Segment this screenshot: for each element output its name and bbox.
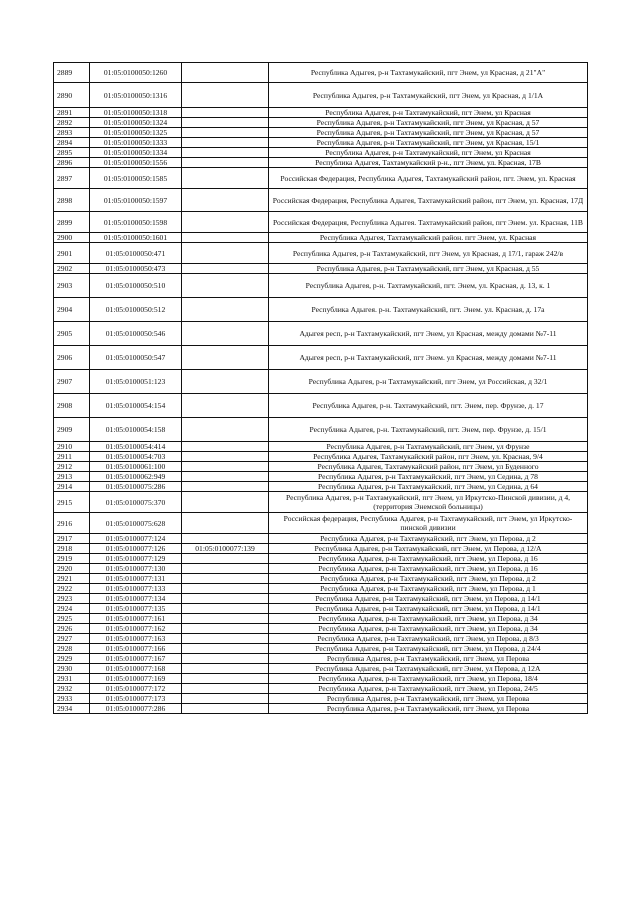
table-row: [54, 63, 588, 83]
table-row: [54, 624, 588, 634]
address-cell: Республика Адыгея, р-н Тахтамукайский, пгт Энем, ул Красная, д 21"А": [269, 63, 588, 83]
row-number-cell: 2931: [54, 674, 90, 684]
cadastral-number-cell: 01:05:0100050:1316: [90, 83, 182, 108]
row-number-cell: 2906: [54, 346, 90, 370]
linked-cadastral-number-cell: [182, 654, 269, 664]
cadastral-number-cell: 01:05:0100077:168: [90, 664, 182, 674]
row-number-cell: 2908: [54, 394, 90, 418]
row-number-cell: 2922: [54, 584, 90, 594]
address-cell: Республика Адыгея, р-н Тахтамукайский, пгт Энем, ул Перова, д 2: [269, 534, 588, 544]
table-row: [54, 472, 588, 482]
registry-rows: [54, 63, 588, 714]
address-cell: Республика Адыгея, р-н Тахтамукайский, пгт Энем, ул Перова, д 1: [269, 584, 588, 594]
row-number-cell: 2903: [54, 274, 90, 298]
linked-cadastral-number-cell: [182, 370, 269, 394]
table-row: [54, 684, 588, 694]
address-cell: Республика Адыгея, р-н. Тахтамукайский, пгт. Энем, ул. Красная, д. 13, к. 1: [269, 274, 588, 298]
linked-cadastral-number-cell: [182, 158, 269, 168]
address-cell: Республика Адыгея, р-н Тахтамукайский, пгт Энем, ул Перова, д 16: [269, 564, 588, 574]
cadastral-number-cell: 01:05:0100077:129: [90, 554, 182, 564]
row-number-cell: 2915: [54, 492, 90, 513]
linked-cadastral-number-cell: [182, 243, 269, 264]
cadastral-number-cell: 01:05:0100077:131: [90, 574, 182, 584]
address-cell: Республика Адыгея, р-н Тахтамукайский, пгт Энем, ул Красная, 15/1: [269, 138, 588, 148]
address-cell: Республика Адыгея, р-н Тахтамукайский, пгт Энем, ул Перова: [269, 654, 588, 664]
linked-cadastral-number-cell: [182, 492, 269, 513]
table-row: [54, 654, 588, 664]
table-row: [54, 674, 588, 684]
linked-cadastral-number-cell: [182, 298, 269, 322]
address-cell: Республика Адыгея, р-н Тахтамукайский, пгт Энем, ул Иркутско-Пинской дивизии, д 4, (территория Энемской больницы): [269, 492, 588, 513]
linked-cadastral-number-cell: [182, 346, 269, 370]
table-row: [54, 394, 588, 418]
address-cell: Российская Федерация, Республика Адыгея. Тахтамукайский район, пгт Энем. ул. Красная, 11В: [269, 212, 588, 233]
linked-cadastral-number-cell: [182, 83, 269, 108]
address-cell: Республика Адыгея, р-н Тахтамукайский, пгт Энем, ул Красная: [269, 148, 588, 158]
table-row: [54, 83, 588, 108]
table-row: [54, 418, 588, 442]
row-number-cell: 2904: [54, 298, 90, 322]
linked-cadastral-number-cell: 01:05:0100077:139: [182, 544, 269, 554]
cadastral-number-cell: 01:05:0100054:703: [90, 452, 182, 462]
address-cell: Республика Адыгея, Тахтамукайский район, пгт Энем, ул. Красная, 9/4: [269, 452, 588, 462]
table-row: [54, 604, 588, 614]
table-row: [54, 168, 588, 189]
address-cell: Республика Адыгея, р-н Тахтамукайский, пгт Энем, ул Перова, 24/5: [269, 684, 588, 694]
table-row: [54, 482, 588, 492]
cadastral-number-cell: 01:05:0100077:126: [90, 544, 182, 554]
address-cell: Республика Адыгея, р-н Тахтамукайский, пгт Энем, ул Красная, д 57: [269, 118, 588, 128]
cadastral-number-cell: 01:05:0100050:1333: [90, 138, 182, 148]
address-cell: Республика Адыгея, р-н Тахтамукайский, пгт Энем, ул Фрунзе: [269, 442, 588, 452]
linked-cadastral-number-cell: [182, 118, 269, 128]
address-cell: Республика Адыгея, р-н Тахтамукайский, пгт Энем, ул Перова, д 12А: [269, 664, 588, 674]
address-cell: Республика Адыгея, Тахтамукайский район, пгт Энем, ул Буденного: [269, 462, 588, 472]
table-row: [54, 694, 588, 704]
linked-cadastral-number-cell: [182, 624, 269, 634]
row-number-cell: 2897: [54, 168, 90, 189]
table-row: [54, 322, 588, 346]
row-number-cell: 2930: [54, 664, 90, 674]
linked-cadastral-number-cell: [182, 472, 269, 482]
table-row: [54, 243, 588, 264]
row-number-cell: 2926: [54, 624, 90, 634]
cadastral-number-cell: 01:05:0100061:100: [90, 462, 182, 472]
cadastral-number-cell: 01:05:0100077:173: [90, 694, 182, 704]
row-number-cell: 2920: [54, 564, 90, 574]
row-number-cell: 2896: [54, 158, 90, 168]
row-number-cell: 2921: [54, 574, 90, 584]
cadastral-number-cell: 01:05:0100050:1318: [90, 108, 182, 118]
address-cell: Республика Адыгея. р-н. Тахтамукайский, пгт. Энем. ул. Красная, д. 17а: [269, 298, 588, 322]
table-row: [54, 212, 588, 233]
linked-cadastral-number-cell: [182, 138, 269, 148]
row-number-cell: 2913: [54, 472, 90, 482]
cadastral-number-cell: 01:05:0100050:546: [90, 322, 182, 346]
table-row: [54, 534, 588, 544]
cadastral-number-cell: 01:05:0100077:133: [90, 584, 182, 594]
cadastral-number-cell: 01:05:0100050:473: [90, 264, 182, 274]
row-number-cell: 2900: [54, 233, 90, 243]
address-cell: Республика Адыгея, р-н Тахтамукайский, пгт Энем, ул Перова: [269, 704, 588, 714]
table-row: [54, 513, 588, 534]
cadastral-number-cell: 01:05:0100077:135: [90, 604, 182, 614]
row-number-cell: 2901: [54, 243, 90, 264]
row-number-cell: 2893: [54, 128, 90, 138]
row-number-cell: 2892: [54, 118, 90, 128]
row-number-cell: 2919: [54, 554, 90, 564]
linked-cadastral-number-cell: [182, 264, 269, 274]
cadastral-number-cell: 01:05:0100077:286: [90, 704, 182, 714]
table-row: [54, 264, 588, 274]
cadastral-number-cell: 01:05:0100054:154: [90, 394, 182, 418]
linked-cadastral-number-cell: [182, 148, 269, 158]
cadastral-number-cell: 01:05:0100062:949: [90, 472, 182, 482]
table-row: [54, 594, 588, 604]
table-row: [54, 148, 588, 158]
table-row: [54, 108, 588, 118]
table-row: [54, 442, 588, 452]
table-row: [54, 584, 588, 594]
table-row: [54, 274, 588, 298]
address-cell: Республика Адыгея, р-н. Тахтамукайский, пгт. Энем, пер. Фрунзе, д. 17: [269, 394, 588, 418]
linked-cadastral-number-cell: [182, 189, 269, 212]
linked-cadastral-number-cell: [182, 634, 269, 644]
table-row: [54, 346, 588, 370]
table-row: [54, 664, 588, 674]
address-cell: Республика Адыгея, р-н Тахтамукайский, пгт Энем, ул Перова, д 2: [269, 574, 588, 584]
address-cell: Республика Адыгея, р-н Тахтамукайский, пгт Энем, ул Красная, д 55: [269, 264, 588, 274]
linked-cadastral-number-cell: [182, 462, 269, 472]
address-cell: Российская Федерация, Республика Адыгея, Тахтамукайский район, пгт Энем, ул. Красная, 17Д: [269, 189, 588, 212]
table-row: [54, 492, 588, 513]
row-number-cell: 2899: [54, 212, 90, 233]
linked-cadastral-number-cell: [182, 694, 269, 704]
row-number-cell: 2905: [54, 322, 90, 346]
row-number-cell: 2933: [54, 694, 90, 704]
table-row: [54, 554, 588, 564]
address-cell: Республика Адыгея, р-н Тахтамукайский, пгт Энем, ул Седина, д 78: [269, 472, 588, 482]
cadastral-number-cell: 01:05:0100077:161: [90, 614, 182, 624]
address-cell: Республика Адыгея, р-н Тахтамукайский, пгт Энем, ул Красная, д 1/1А: [269, 83, 588, 108]
row-number-cell: 2914: [54, 482, 90, 492]
linked-cadastral-number-cell: [182, 554, 269, 564]
cadastral-number-cell: 01:05:0100077:167: [90, 654, 182, 664]
address-cell: Республика Адыгея, р-н Тахтамукайский, пгт Энем, ул Перова, д 12/А: [269, 544, 588, 554]
row-number-cell: 2889: [54, 63, 90, 83]
table-row: [54, 614, 588, 624]
linked-cadastral-number-cell: [182, 128, 269, 138]
linked-cadastral-number-cell: [182, 684, 269, 694]
cadastral-number-cell: 01:05:0100077:172: [90, 684, 182, 694]
row-number-cell: 2918: [54, 544, 90, 554]
row-number-cell: 2911: [54, 452, 90, 462]
linked-cadastral-number-cell: [182, 322, 269, 346]
linked-cadastral-number-cell: [182, 394, 269, 418]
table-row: [54, 704, 588, 714]
cadastral-number-cell: 01:05:0100077:162: [90, 624, 182, 634]
linked-cadastral-number-cell: [182, 168, 269, 189]
row-number-cell: 2932: [54, 684, 90, 694]
registry-table: [53, 62, 588, 714]
linked-cadastral-number-cell: [182, 482, 269, 492]
row-number-cell: 2902: [54, 264, 90, 274]
address-cell: Республика Адыгея, р-н Тахтамукайский, пгт Энем, ул Перова, д 34: [269, 614, 588, 624]
row-number-cell: 2909: [54, 418, 90, 442]
linked-cadastral-number-cell: [182, 108, 269, 118]
linked-cadastral-number-cell: [182, 574, 269, 584]
address-cell: Республика Адыгея, р-н Тахтамукайский, пгт Энем, ул Российская, д 32/1: [269, 370, 588, 394]
linked-cadastral-number-cell: [182, 212, 269, 233]
cadastral-number-cell: 01:05:0100050:1585: [90, 168, 182, 189]
linked-cadastral-number-cell: [182, 604, 269, 614]
address-cell: Республика Адыгея, р-н Тахтамукайский, пгт Энем, ул Перова, д 14/1: [269, 604, 588, 614]
linked-cadastral-number-cell: [182, 614, 269, 624]
table-row: [54, 298, 588, 322]
cadastral-number-cell: 01:05:0100077:130: [90, 564, 182, 574]
row-number-cell: 2928: [54, 644, 90, 654]
linked-cadastral-number-cell: [182, 674, 269, 684]
linked-cadastral-number-cell: [182, 564, 269, 574]
row-number-cell: 2927: [54, 634, 90, 644]
table-row: [54, 233, 588, 243]
address-cell: Республика Адыгея, р-н Тахтамукайский, пгт Энем, ул Перова, д 24/4: [269, 644, 588, 654]
table-row: [54, 574, 588, 584]
table-row: [54, 118, 588, 128]
address-cell: Республика Адыгея, р-н Тахтамукайский, пгт Энем, ул Перова: [269, 694, 588, 704]
linked-cadastral-number-cell: [182, 594, 269, 604]
table-row: [54, 544, 588, 554]
cadastral-number-cell: 01:05:0100050:547: [90, 346, 182, 370]
address-cell: Республика Адыгея, р-н Тахтамукайский, пгт Энем, ул Перова, 18/4: [269, 674, 588, 684]
cadastral-number-cell: 01:05:0100050:1324: [90, 118, 182, 128]
linked-cadastral-number-cell: [182, 442, 269, 452]
row-number-cell: 2917: [54, 534, 90, 544]
linked-cadastral-number-cell: [182, 644, 269, 654]
row-number-cell: 2898: [54, 189, 90, 212]
cadastral-number-cell: 01:05:0100050:512: [90, 298, 182, 322]
row-number-cell: 2891: [54, 108, 90, 118]
row-number-cell: 2890: [54, 83, 90, 108]
cadastral-number-cell: 01:05:0100050:1556: [90, 158, 182, 168]
cadastral-number-cell: 01:05:0100077:124: [90, 534, 182, 544]
cadastral-number-cell: 01:05:0100075:286: [90, 482, 182, 492]
row-number-cell: 2894: [54, 138, 90, 148]
cadastral-number-cell: 01:05:0100050:510: [90, 274, 182, 298]
cadastral-number-cell: 01:05:0100077:166: [90, 644, 182, 654]
row-number-cell: 2923: [54, 594, 90, 604]
cadastral-number-cell: 01:05:0100077:169: [90, 674, 182, 684]
cadastral-number-cell: 01:05:0100050:471: [90, 243, 182, 264]
address-cell: Республика Адыгея, р-н Тахтамукайский, пгт Энем, ул Перова, д 14/1: [269, 594, 588, 604]
row-number-cell: 2934: [54, 704, 90, 714]
cadastral-number-cell: 01:05:0100075:628: [90, 513, 182, 534]
row-number-cell: 2907: [54, 370, 90, 394]
cadastral-number-cell: 01:05:0100050:1260: [90, 63, 182, 83]
address-cell: Республика Адыгея, Тахтамукайский р-н., пгт Энем, ул. Красная, 17В: [269, 158, 588, 168]
table-row: [54, 452, 588, 462]
linked-cadastral-number-cell: [182, 534, 269, 544]
row-number-cell: 2895: [54, 148, 90, 158]
table-row: [54, 370, 588, 394]
linked-cadastral-number-cell: [182, 274, 269, 298]
address-cell: Республика Адыгея, р-н Тахтамукайский, пгт Энем, ул Красная, д 17/1, гараж 242/в: [269, 243, 588, 264]
linked-cadastral-number-cell: [182, 513, 269, 534]
address-cell: Республика Адыгея, р-н Тахтамукайский, пгт Энем, ул Красная, д 57: [269, 128, 588, 138]
table-row: [54, 189, 588, 212]
row-number-cell: 2924: [54, 604, 90, 614]
address-cell: Российская Федерация, Республика Адыгея, Тахтамукайский район, пгт. Энем, ул. Красная: [269, 168, 588, 189]
cadastral-number-cell: 01:05:0100077:134: [90, 594, 182, 604]
linked-cadastral-number-cell: [182, 452, 269, 462]
address-cell: Республика Адыгея, р-н Тахтамукайский, пгт Энем, ул Седина, д 64: [269, 482, 588, 492]
table-row: [54, 644, 588, 654]
table-row: [54, 634, 588, 644]
address-cell: Республика Адыгея, р-н Тахтамукайский, пгт Энем, ул Перова, д 16: [269, 554, 588, 564]
address-cell: Российская федерация, Республика Адыгея, р-н Тахтамукайский, пгт Энем, ул Иркутско-пинской дивизии: [269, 513, 588, 534]
cadastral-number-cell: 01:05:0100075:370: [90, 492, 182, 513]
cadastral-number-cell: 01:05:0100054:414: [90, 442, 182, 452]
table-row: [54, 128, 588, 138]
linked-cadastral-number-cell: [182, 63, 269, 83]
linked-cadastral-number-cell: [182, 664, 269, 674]
table-row: [54, 138, 588, 148]
row-number-cell: 2929: [54, 654, 90, 664]
address-cell: Республика Адыгея, р-н. Тахтамукайский, пгт. Энем, пер. Фрунзе, д. 15/1: [269, 418, 588, 442]
linked-cadastral-number-cell: [182, 704, 269, 714]
address-cell: Республика Адыгея, Тахтамукайский район. пгт Энем, ул. Красная: [269, 233, 588, 243]
row-number-cell: 2912: [54, 462, 90, 472]
row-number-cell: 2916: [54, 513, 90, 534]
table-row: [54, 462, 588, 472]
cadastral-number-cell: 01:05:0100077:163: [90, 634, 182, 644]
row-number-cell: 2910: [54, 442, 90, 452]
address-cell: Адыгея респ, р-н Тахтамукайский, пгт Энем, ул Красная, между домами №7-11: [269, 322, 588, 346]
linked-cadastral-number-cell: [182, 418, 269, 442]
linked-cadastral-number-cell: [182, 584, 269, 594]
address-cell: Республика Адыгея, р-н Тахтамукайский, пгт Энем, ул Перова, д 34: [269, 624, 588, 634]
row-number-cell: 2925: [54, 614, 90, 624]
address-cell: Республика Адыгея, р-н Тахтамукайский, пгт Энем, ул Красная: [269, 108, 588, 118]
address-cell: Адыгея респ, р-н Тахтамукайский, пгт Энем. ул Красная, между домами №7-11: [269, 346, 588, 370]
linked-cadastral-number-cell: [182, 233, 269, 243]
table-row: [54, 158, 588, 168]
address-cell: Республика Адыгея, р-н Тахтамукайский, пгт Энем, ул Перова, д 8/3: [269, 634, 588, 644]
cadastral-number-cell: 01:05:0100051:123: [90, 370, 182, 394]
table-row: [54, 564, 588, 574]
cadastral-number-cell: 01:05:0100050:1597: [90, 189, 182, 212]
cadastral-number-cell: 01:05:0100050:1325: [90, 128, 182, 138]
cadastral-number-cell: 01:05:0100050:1601: [90, 233, 182, 243]
cadastral-number-cell: 01:05:0100050:1598: [90, 212, 182, 233]
cadastral-number-cell: 01:05:0100050:1334: [90, 148, 182, 158]
cadastral-number-cell: 01:05:0100054:158: [90, 418, 182, 442]
